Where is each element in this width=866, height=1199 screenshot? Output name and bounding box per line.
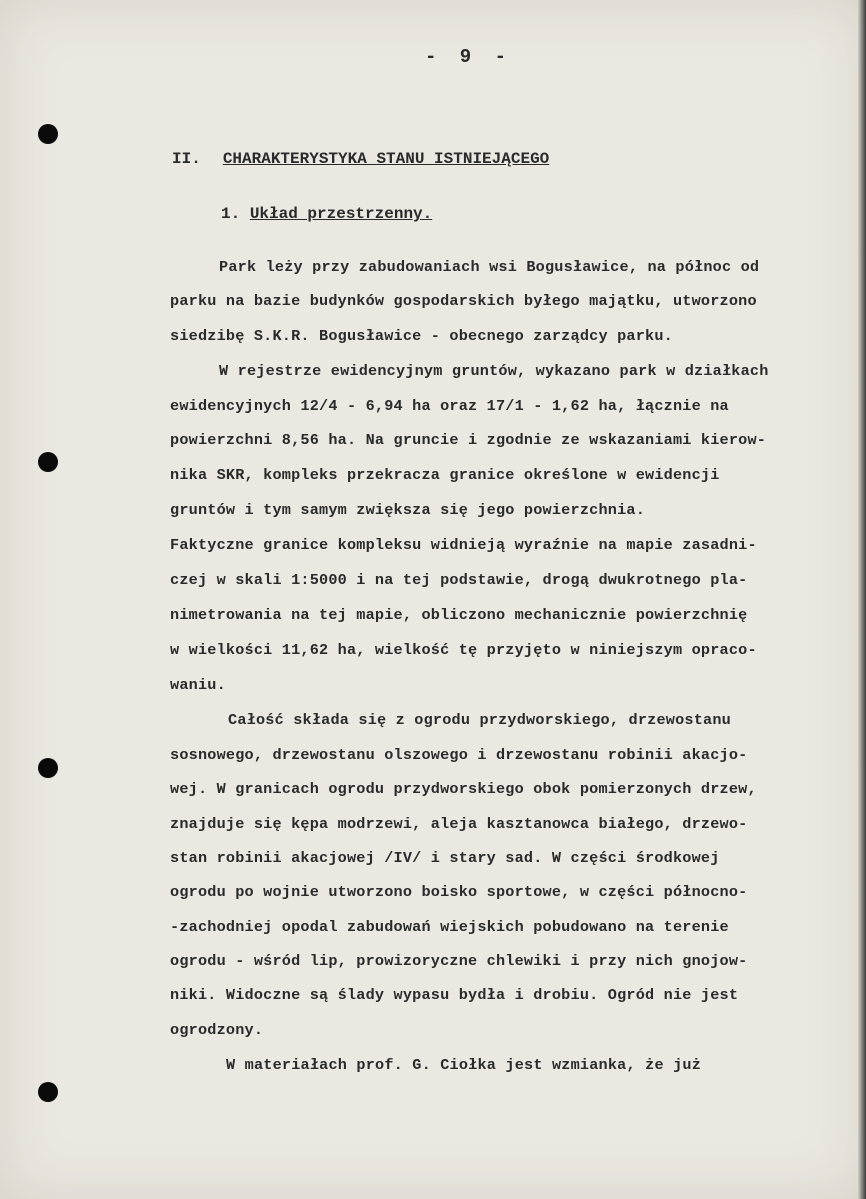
text-line: w wielkości 11,62 ha, wielkość tę przyjęto w niniejszym opraco-	[170, 641, 757, 659]
section-heading	[172, 150, 549, 168]
text-line: parku na bazie budynków gospodarskich byłego majątku, utworzono	[170, 292, 757, 310]
text-line: Park leży przy zabudowaniach wsi Bogusławice, na północ od	[219, 258, 760, 276]
text-line: siedzibę S.K.R. Bogusławice - obecnego zarządcy parku.	[170, 327, 673, 345]
page-edge-shadow	[858, 0, 866, 1199]
page-number: - 9 -	[425, 46, 513, 68]
punch-hole-icon	[38, 758, 58, 778]
punch-hole-icon	[38, 124, 58, 144]
text-line: nika SKR, kompleks przekracza granice określone w ewidencji	[170, 466, 720, 484]
text-line: znajduje się kępa modrzewi, aleja kasztanowca białego, drzewo-	[170, 815, 748, 833]
text-line: ogrodu - wśród lip, prowizoryczne chlewiki i przy nich gnojow-	[170, 952, 748, 970]
text-line: ogrodzony.	[170, 1021, 264, 1039]
text-line: ewidencyjnych 12/4 - 6,94 ha oraz 17/1 - 1,62 ha, łącznie na	[170, 397, 729, 415]
punch-hole-icon	[38, 1082, 58, 1102]
text-line: niki. Widoczne są ślady wypasu bydła i drobiu. Ogród nie jest	[170, 986, 739, 1004]
text-line: waniu.	[170, 676, 226, 694]
text-line: ogrodu po wojnie utworzono boisko sportowe, w części północno-	[170, 883, 748, 901]
text-line: stan robinii akacjowej /IV/ i stary sad. W części środkowej	[170, 849, 720, 867]
subsection-heading	[221, 205, 432, 223]
text-line: Całość składa się z ogrodu przydworskiego, drzewostanu	[228, 711, 731, 729]
text-line: W materiałach prof. G. Ciołka jest wzmianka, że już	[226, 1056, 702, 1074]
section-title: CHARAKTERYSTYKA STANU ISTNIEJĄCEGO	[222, 150, 550, 168]
text-line: wej. W granicach ogrodu przydworskiego obok pomierzonych drzew,	[170, 780, 757, 798]
text-line: nimetrowania na tej mapie, obliczono mechanicznie powierzchnię	[170, 606, 748, 624]
text-line: W rejestrze ewidencyjnym gruntów, wykazano park w działkach	[219, 362, 769, 380]
text-line: Faktyczne granice kompleksu widnieją wyraźnie na mapie zasadni-	[170, 536, 757, 554]
subsection-number: 1.	[221, 205, 241, 223]
section-numeral: II.	[172, 150, 201, 168]
punch-hole-icon	[38, 452, 58, 472]
text-line: sosnowego, drzewostanu olszowego i drzewostanu robinii akacjo-	[170, 746, 748, 764]
subsection-title: Układ przestrzenny.	[249, 205, 433, 223]
text-line: gruntów i tym samym zwiększa się jego powierzchnia.	[170, 501, 646, 519]
text-line: powierzchni 8,56 ha. Na gruncie i zgodnie ze wskazaniami kierow-	[170, 431, 767, 449]
text-line: -zachodniej opodal zabudowań wiejskich pobudowano na terenie	[170, 918, 729, 936]
text-line: czej w skali 1:5000 i na tej podstawie, drogą dwukrotnego pla-	[170, 571, 748, 589]
